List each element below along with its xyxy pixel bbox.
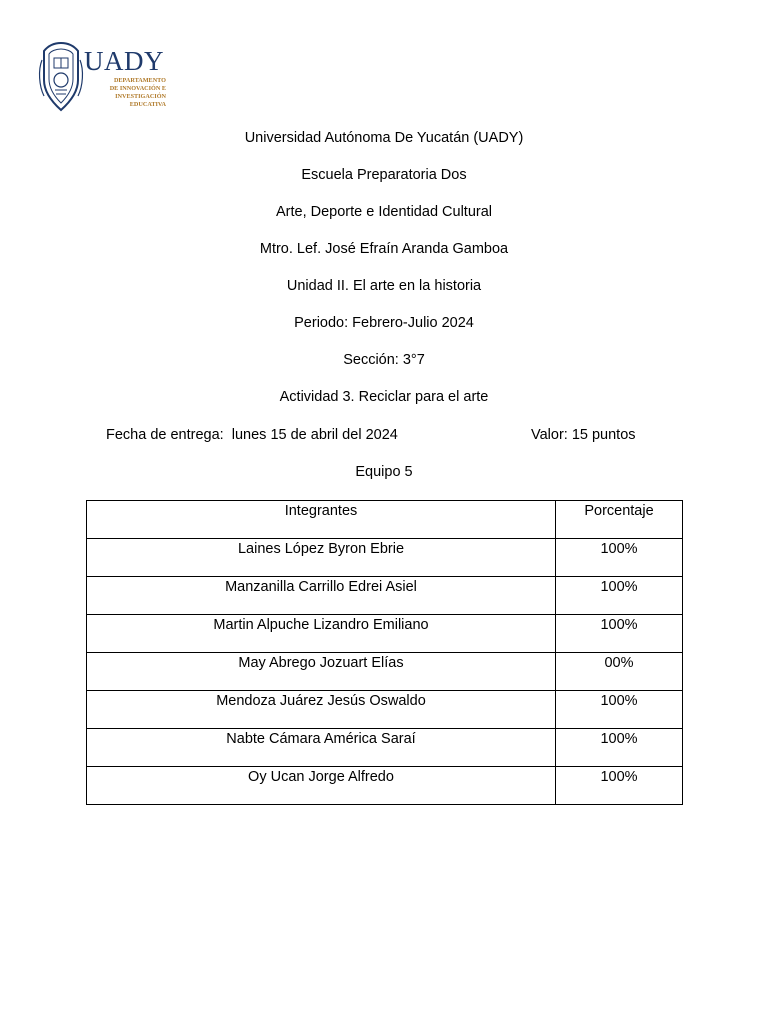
member-percentage: 100% <box>556 577 683 615</box>
school-name: Escuela Preparatoria Dos <box>301 167 467 183</box>
member-percentage: 100% <box>556 729 683 767</box>
table-row <box>87 691 683 729</box>
logo-department-line: INVESTIGACIÓN <box>115 93 166 100</box>
table-row <box>87 615 683 653</box>
member-name: Mendoza Juárez Jesús Oswaldo <box>87 691 556 729</box>
team-members-table <box>86 500 683 805</box>
member-name: Oy Ucan Jorge Alfredo <box>87 767 556 805</box>
logo-department-line: DE INNOVACIÓN E <box>109 85 166 92</box>
subject-name: Arte, Deporte e Identidad Cultural <box>275 204 492 220</box>
logo-brand-text: UADY <box>84 46 164 76</box>
member-name: Laines López Byron Ebrie <box>87 539 556 577</box>
logo-department-text <box>90 77 166 109</box>
member-percentage: 100% <box>556 539 683 577</box>
activity-value: Valor: 15 puntos <box>531 427 636 443</box>
teacher-name: Mtro. Lef. José Efraín Aranda Gamboa <box>259 241 509 257</box>
delivery-date: Fecha de entrega: lunes 15 de abril del 2024 <box>106 427 398 443</box>
member-name: Martin Alpuche Lizandro Emiliano <box>87 615 556 653</box>
column-header-members: Integrantes <box>87 501 556 539</box>
section-text: Sección: 3°7 <box>343 352 425 368</box>
logo-department-line: DEPARTAMENTO <box>113 77 166 84</box>
logo-department-line: EDUCATIVA <box>129 101 166 108</box>
team-label: Equipo 5 <box>355 464 413 480</box>
member-percentage: 100% <box>556 691 683 729</box>
member-name: May Abrego Jozuart Elías <box>87 653 556 691</box>
table-row <box>87 767 683 805</box>
member-percentage: 100% <box>556 615 683 653</box>
table-row <box>87 653 683 691</box>
university-seal-icon <box>38 40 84 114</box>
university-name: Universidad Autónoma De Yucatán (UADY) <box>244 130 524 146</box>
column-header-percentage: Porcentaje <box>556 501 683 539</box>
member-percentage: 00% <box>556 653 683 691</box>
table-row <box>87 539 683 577</box>
table-row <box>87 577 683 615</box>
table-row <box>87 729 683 767</box>
member-name: Manzanilla Carrillo Edrei Asiel <box>87 577 556 615</box>
table-header-row <box>87 501 683 539</box>
member-percentage: 100% <box>556 767 683 805</box>
unit-title: Unidad II. El arte en la historia <box>286 278 482 294</box>
member-name: Nabte Cámara América Saraí <box>87 729 556 767</box>
activity-title: Actividad 3. Reciclar para el arte <box>279 389 489 405</box>
period-text: Periodo: Febrero-Julio 2024 <box>294 315 474 331</box>
uady-logo <box>38 40 168 114</box>
